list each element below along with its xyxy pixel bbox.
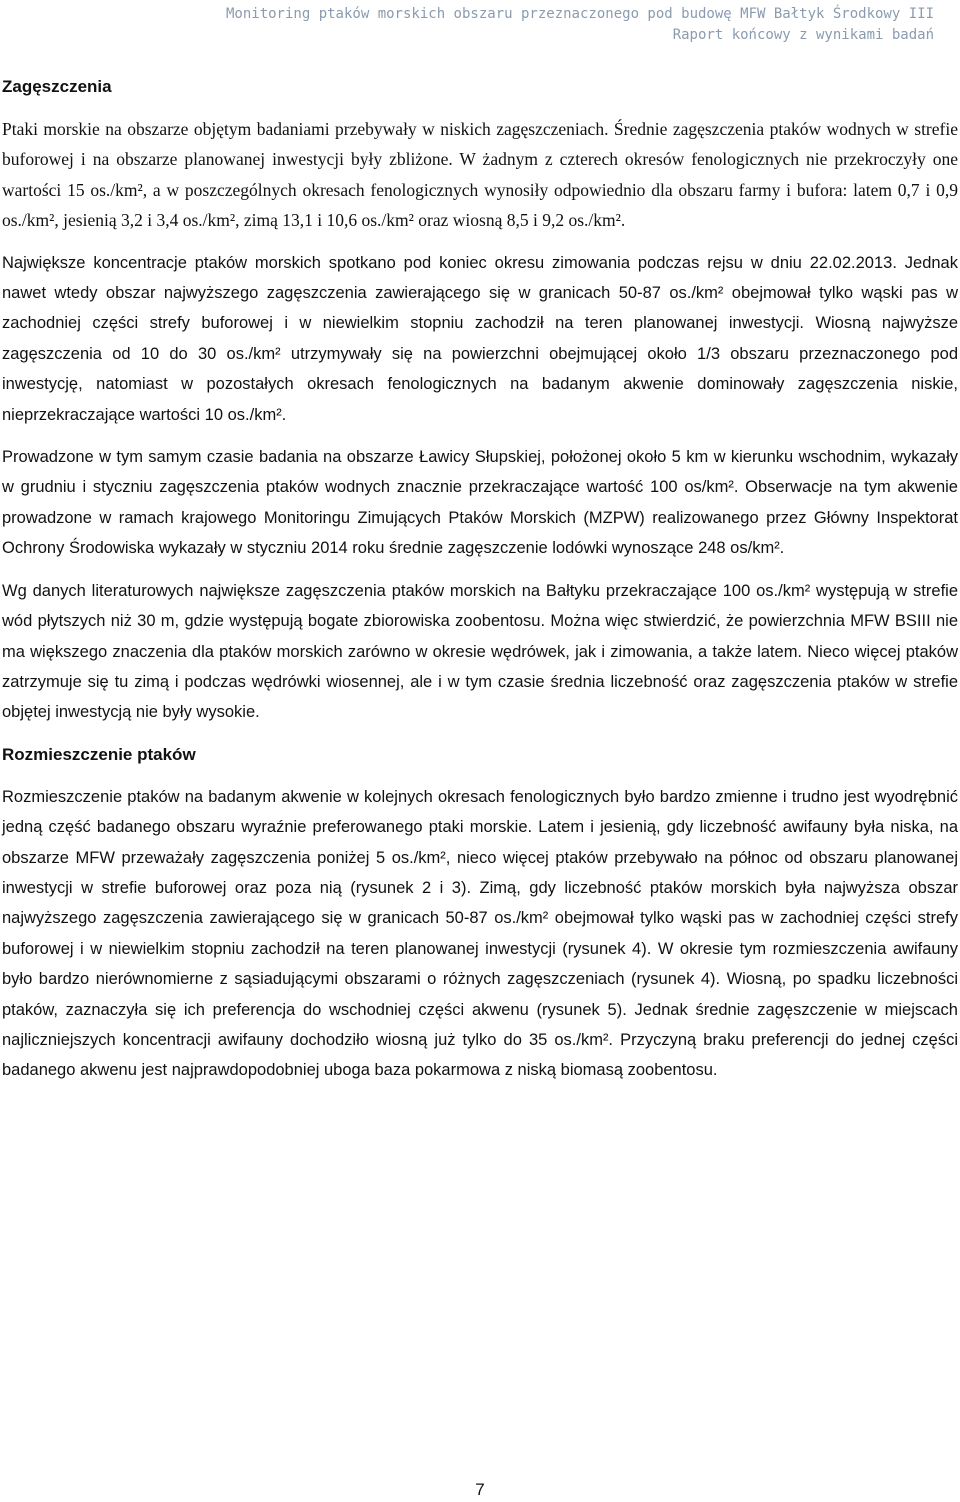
paragraph: Największe koncentracje ptaków morskich spotkano pod koniec okresu zimowania podczas rejsu w dniu 22.02.2013. Jednak nawet wtedy obszar najwyższego zagęszczenia zawierającego się w granicach 50-87 os./km² obejmował tylko wąski pas w zachodniej części strefy buforowej i w niewielkim stopniu zachodził na teren planowanej inwestycji. Wiosną najwyższe zagęszczenia od 10 do 30 os./km² utrzymywały się na powierzchni obejmującej około 1/3 obszaru przeznaczonego pod inwestycję, natomiast w pozostałych okresach fenologicznych na badanym akwenie dominowały zagęszczenia niskie, nieprzekraczające wartości 10 os./km². bbox=[2, 253, 958, 424]
paragraph: Wg danych literaturowych największe zagęszczenia ptaków morskich na Bałtyku przekraczające 100 os./km² występują w strefie wód płytszych niż 30 m, gdzie występują bogate zbiorowiska zoobentosu. Można więc stwierdzić, że powierzchnia MFW BSIII nie ma większego znaczenia dla ptaków morskich zarówno w okresie wędrówek, jak i zimowania, a także latem. Nieco więcej ptaków zatrzymuje się tu zimą i podczas wędrówki wiosennej, ale i w tym czasie średnia liczebność oraz zagęszczenia ptaków w strefie objętej inwestycją nie były wysokie. bbox=[2, 581, 958, 722]
header-subtitle: Raport końcowy z wynikami badań bbox=[672, 27, 934, 43]
page-number: 7 bbox=[475, 1480, 485, 1499]
running-header bbox=[226, 4, 934, 46]
paragraph: Ptaki morskie na obszarze objętym badaniami przebywały w niskich zagęszczeniach. Średnie zagęszczenia ptaków wodnych w strefie buforowej i na obszarze planowanej inwestycji były zbliżone. W żadnym z czterech okresów fenologicznych nie przekroczyły one wartości 15 os./km², a w poszczególnych okresach fenologicznych wynosiły odpowiednio dla obszaru farmy i bufora: latem 0,7 i 0,9 os./km², jesienią 3,2 i 3,4 os./km², zimą 13,1 i 10,6 os./km² oraz wiosną 8,5 i 9,2 os./km². bbox=[2, 119, 958, 231]
paragraph: Rozmieszczenie ptaków na badanym akwenie w kolejnych okresach fenologicznych było bardzo zmienne i trudno jest wyodrębnić jedną część badanego obszaru wyraźnie preferowanego ptaki morskie. Latem i jesienią, gdy liczebność awifauny była niska, na obszarze MFW przeważały zagęszczenia poniżej 5 os./km², nieco więcej ptaków przebywało na północ od obszaru planowanej inwestycji w strefie buforowej oraz poza nią (rysunek 2 i 3). Zimą, gdy liczebność ptaków morskich była najwyższa obszar najwyższego zagęszczenia zawierającego się w granicach 50-87 os./km² obejmował tylko wąski pas w zachodniej części strefy buforowej i w niewielkim stopniu zachodził na teren planowanej inwestycji (rysunek 4). W okresie tym rozmieszczenia awifauny było bardzo nierównomierne z sąsiadującymi obszarami o różnych zagęszczeniach (rysunek 4). Wiosną, po spadku liczebności ptaków, zaznaczyła się ich preferencja do wschodniej części akwenu (rysunek 5). Jednak średnie zagęszczenie w miejscach najliczniejszych koncentracji awifauny dochodziło wiosną już tylko do 35 os./km². Przyczyną braku preferencji do jednej części badanego akwenu jest najprawdopodobniej uboga baza pokarmowa z niską biomasą zoobentosu. bbox=[2, 787, 958, 1080]
page-content bbox=[2, 72, 958, 1098]
paragraph: Prowadzone w tym samym czasie badania na obszarze Ławicy Słupskiej, położonej około 5 km w kierunku wschodnim, wykazały w grudniu i styczniu zagęszczenia ptaków wodnych znacznie przekraczające wartość 100 os/km². Obserwacje na tym akwenie prowadzone w ramach krajowego Monitoringu Zimujących Ptaków Morskich (MZPW) realizowanego przez Główny Inspektorat Ochrony Środowiska wykazały w styczniu 2014 roku średnie zagęszczenie lodówki wynoszące 248 os/km². bbox=[2, 448, 958, 558]
header-title: Monitoring ptaków morskich obszaru przeznaczonego pod budowę MFW Bałtyk Środkowy III bbox=[225, 6, 934, 22]
section-heading-density: Zagęszczenia bbox=[2, 77, 112, 96]
section-heading-distribution: Rozmieszczenie ptaków bbox=[2, 744, 196, 764]
